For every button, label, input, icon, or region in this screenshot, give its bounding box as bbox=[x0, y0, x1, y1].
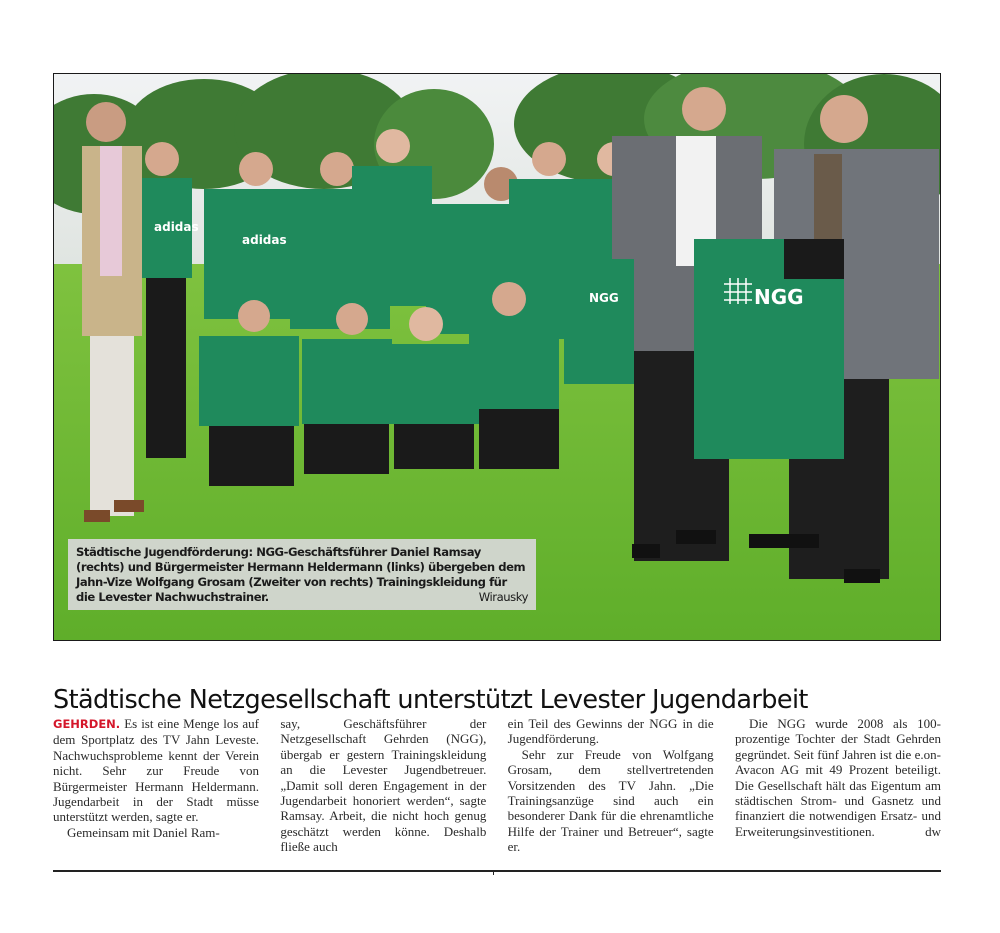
article-column-1 bbox=[53, 716, 259, 855]
paragraph: Gemeinsam mit Daniel Ram- bbox=[67, 824, 220, 840]
svg-text:adidas: adidas bbox=[154, 220, 199, 234]
article-photo bbox=[53, 73, 941, 641]
photo-credit: Wirausky bbox=[478, 590, 528, 604]
ngg-logo-text: NGG bbox=[754, 285, 804, 309]
photo-caption bbox=[68, 539, 536, 610]
svg-text:adidas: adidas bbox=[242, 233, 287, 247]
article-end-rule bbox=[53, 870, 941, 872]
article-body bbox=[53, 716, 941, 855]
caption-lead: Städtische Jugendförderung: bbox=[76, 545, 253, 559]
paragraph: Die NGG wurde 2008 als 100-prozentige Tochter der Stadt Gehrden gegründet. Seit fünf Jahren ist die e.on-Avacon AG mit 49 Prozent beteiligt. Die Gesellschaft hält das Eigentum am städtischen Strom- und Gasnetz und finanziert die notwendigen Ersatz- und Erweiterungsinvestitionen. bbox=[734, 716, 941, 839]
dateline: GEHRDEN. bbox=[53, 717, 121, 731]
article-headline: Städtische Netzgesellschaft unterstützt Levester Jugendarbeit bbox=[53, 685, 808, 716]
paragraph: say, Geschäftsführer der Netzgesellschaft Gehrden (NGG), übergab er gestern Trainingskleidung an die Levester Jugendbetreuer. „Damit soll deren Engagement in der Jugendarbeit honoriert werden“, sagte Ramsay. Arbeit, die nicht hoch genug geschätzt werden könne. Deshalb fließe auch bbox=[280, 716, 487, 855]
svg-text:NGG: NGG bbox=[589, 291, 619, 305]
article-column-2 bbox=[280, 716, 486, 855]
rule-center-tick bbox=[493, 872, 494, 875]
article-column-4 bbox=[735, 716, 941, 855]
paragraph: Es ist eine Menge los auf dem Sportplatz des TV Jahn Leveste. Nachwuchsprobleme kennt der Verein nicht. Sehr zur Freude von Bürgermeister Hermann Heldermann. Jugendarbeit in der Stadt müsse unterstützt werden, sagte er. bbox=[53, 716, 260, 825]
author-signature: dw bbox=[925, 823, 941, 839]
article-column-3 bbox=[508, 716, 714, 855]
caption-text: NGG-Geschäftsführer Daniel Ramsay (rechts) und Bürgermeister Hermann Heldermann (links) übergeben dem Jahn-Vize Wolfgang Grosam (Zweiter von rechts) Trainingskleidung für die Levester Nachwuchstrainer. bbox=[76, 545, 526, 604]
paragraph: ein Teil des Gewinns der NGG in die Jugendförderung. bbox=[507, 716, 714, 747]
paragraph: Sehr zur Freude von Wolfgang Grosam, dem stellvertretenden Vorsitzenden des TV Jahn. „Die Trainingsanzüge sind auch ein besonderer Dank für die ehrenamtliche Hilfe der Trainer und Betreuer“, sagte er. bbox=[507, 746, 714, 855]
